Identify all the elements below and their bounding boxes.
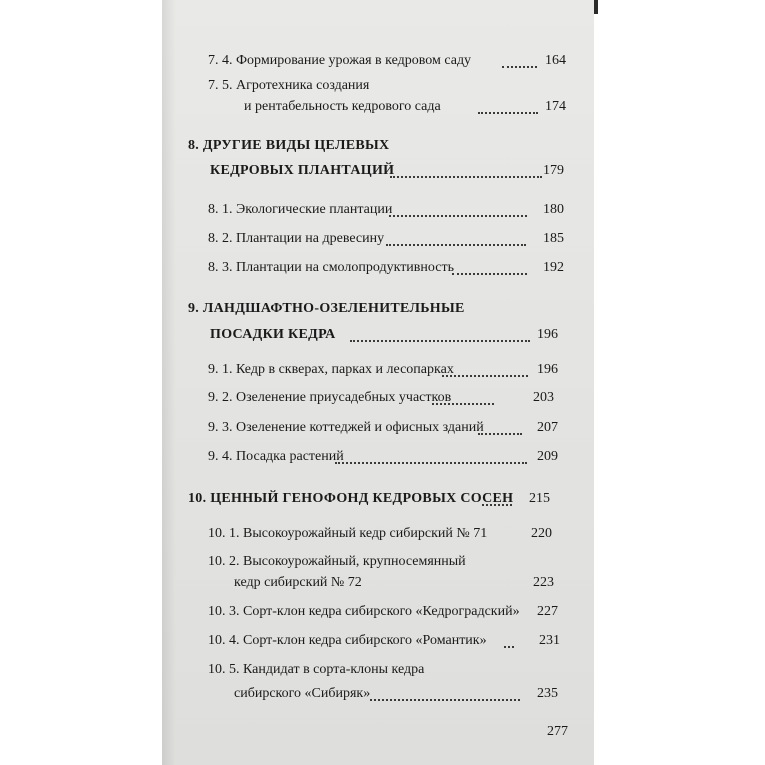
dot-leader [390, 174, 542, 178]
dot-leader [504, 644, 514, 648]
entry-number: 10. 2. [208, 554, 240, 569]
page-number: 223 [533, 575, 554, 590]
page-number: 235 [537, 686, 558, 701]
page-number: 164 [545, 53, 566, 68]
page-number: 231 [539, 633, 560, 648]
page-number: 207 [537, 420, 558, 435]
entry-number: 9. 1. [208, 362, 233, 377]
entry-number: 10. 3. [208, 604, 240, 619]
page-gutter-shadow [162, 0, 176, 765]
entry-title: Кандидат в сорта-клоны кедра [243, 662, 425, 677]
page-number: 227 [537, 604, 558, 619]
entry-number: 10. 5. [208, 662, 240, 677]
toc-entry-8-2 [208, 231, 384, 247]
dot-leader [478, 431, 522, 435]
entry-number: 8. 2. [208, 231, 233, 246]
toc-section-8: 8. ДРУГИЕ ВИДЫ ЦЕЛЕВЫХ [188, 138, 390, 153]
toc-entry-9-1 [208, 362, 454, 378]
page-number: 215 [529, 491, 550, 506]
toc-entry-10-4 [208, 633, 487, 649]
entry-number: 8. 1. [208, 202, 233, 217]
entry-title: Формирование урожая в кедровом саду [236, 53, 472, 68]
dot-leader [335, 460, 527, 464]
entry-title-continued: кедр сибирский № 72 [234, 575, 362, 590]
dot-leader [452, 271, 527, 275]
entry-number: 10. 4. [208, 633, 240, 648]
toc-entry-9-3 [208, 420, 484, 436]
page-number: 196 [537, 327, 558, 342]
toc-entry-7-5 [208, 78, 369, 94]
page-number: 196 [537, 362, 558, 377]
entry-title: Высокоурожайный, крупносемянный [243, 554, 466, 569]
entry-title: Агротехника создания [236, 78, 370, 93]
page-number: 209 [537, 449, 558, 464]
page-folio: 277 [547, 724, 568, 739]
page-number: 174 [545, 99, 566, 114]
entry-title: Плантации на древесину [236, 231, 385, 246]
entry-title: Экологические плантации [236, 202, 393, 217]
entry-title: Высокоурожайный кедр сибирский № 71 [243, 526, 488, 541]
entry-number: 7. 4. [208, 53, 233, 68]
entry-title: Плантации на смолопродуктивность [236, 260, 454, 275]
toc-entry-8-3 [208, 260, 454, 276]
toc-section-9: 9. ЛАНДШАФТНО-ОЗЕЛЕНИТЕЛЬНЫЕ [188, 301, 465, 316]
dot-leader [386, 242, 526, 246]
dot-leader [442, 373, 528, 377]
section-title-continued: КЕДРОВЫХ ПЛАНТАЦИЙ [210, 163, 395, 178]
page-number: 179 [543, 163, 564, 178]
entry-number: 9. 3. [208, 420, 233, 435]
entry-title: Озеленение приусадебных участков [236, 390, 452, 405]
page-number: 220 [531, 526, 552, 541]
entry-number: 7. 5. [208, 78, 233, 93]
entry-number: 8. 3. [208, 260, 233, 275]
entry-title: Кедр в скверах, парках и лесопарках [236, 362, 454, 377]
page-number: 185 [543, 231, 564, 246]
entry-title: Озеленение коттеджей и офисных зданий [236, 420, 484, 435]
entry-title-continued: и рентабельность кедрового сада [244, 99, 441, 114]
toc-entry-7-4 [208, 53, 471, 69]
toc-entry-9-2 [208, 390, 451, 406]
entry-number: 9. 4. [208, 449, 233, 464]
entry-number: 9. 2. [208, 390, 233, 405]
dot-leader [350, 338, 530, 342]
entry-title: Сорт-клон кедра сибирского «Кедроградский» [243, 604, 520, 619]
dot-leader [482, 502, 512, 506]
dot-leader [389, 213, 527, 217]
toc-entry-9-4 [208, 449, 344, 465]
page-number: 192 [543, 260, 564, 275]
toc-section-10: 10. ЦЕННЫЙ ГЕНОФОНД КЕДРОВЫХ СОСЕН [188, 491, 514, 506]
toc-entry-8-1 [208, 202, 392, 218]
entry-title: Сорт-клон кедра сибирского «Романтик» [243, 633, 487, 648]
book-page [162, 0, 594, 765]
page-number: 180 [543, 202, 564, 217]
page-number: 203 [533, 390, 554, 405]
dot-leader [370, 697, 520, 701]
entry-number: 10. 1. [208, 526, 240, 541]
entry-title-continued: сибирского «Сибиряк» [234, 686, 371, 701]
toc-entry-10-5 [208, 662, 424, 678]
toc-entry-10-1 [208, 526, 487, 542]
dot-leader [432, 401, 494, 405]
toc-entry-10-3 [208, 604, 520, 620]
section-title-continued: ПОСАДКИ КЕДРА [210, 327, 336, 342]
entry-title: Посадка растений [236, 449, 344, 464]
toc-entry-10-2 [208, 554, 466, 570]
